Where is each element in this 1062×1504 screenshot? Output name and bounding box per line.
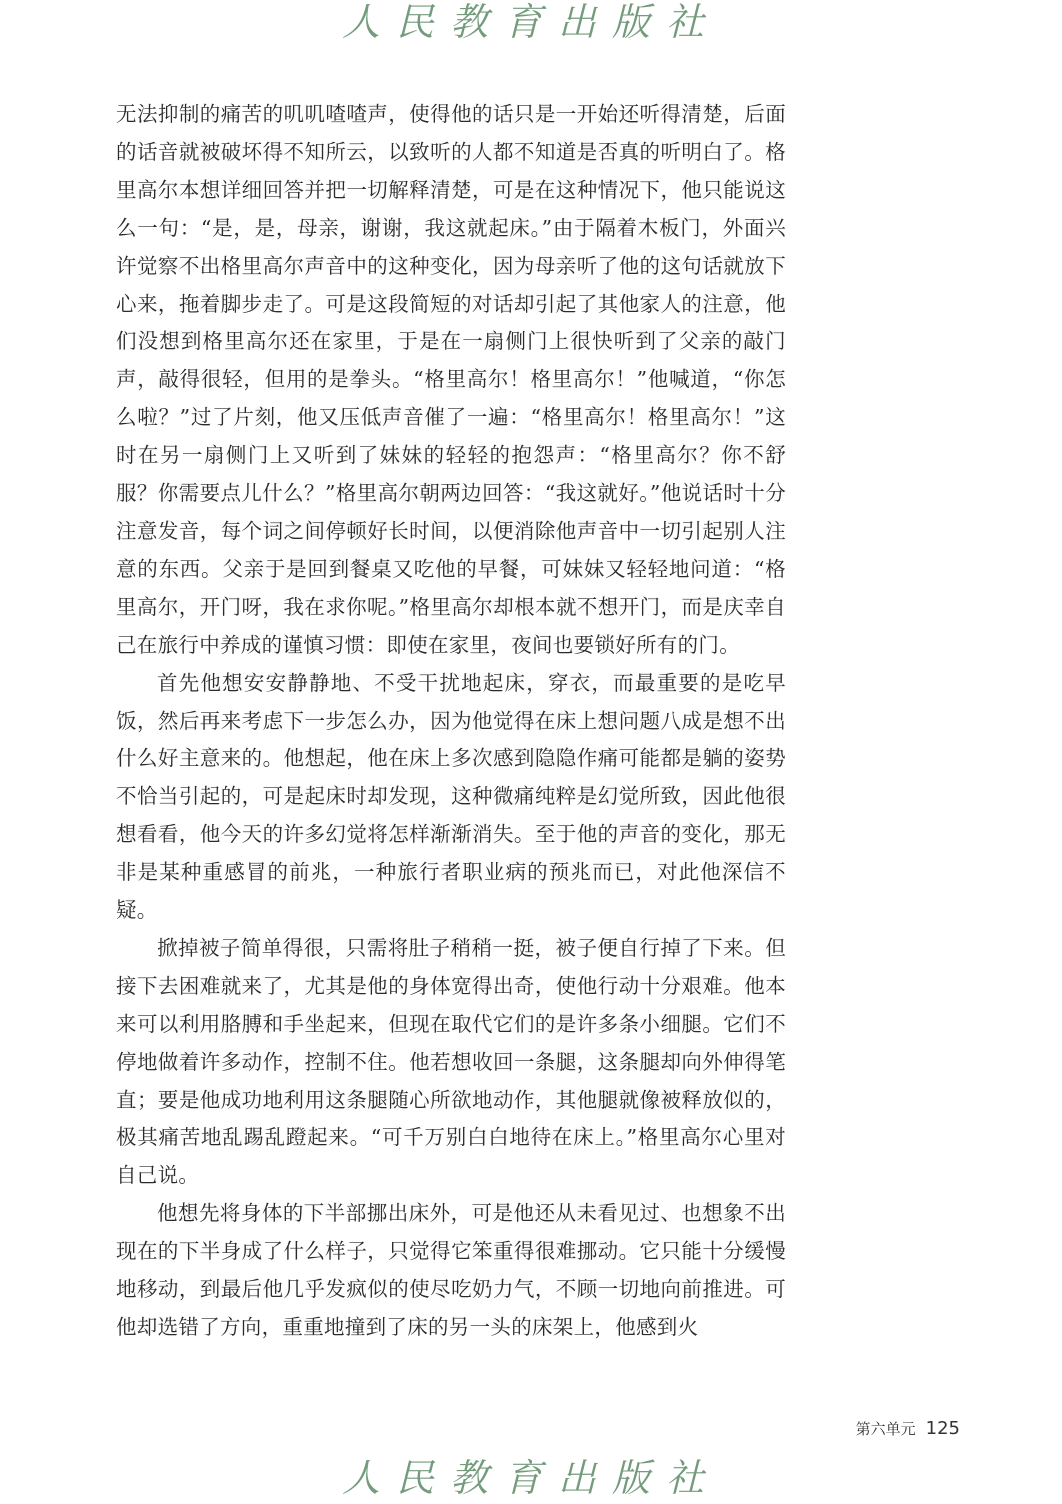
- paragraph: 掀掉被子简单得很，只需将肚子稍稍一挺，被子便自行掉了下来。但接下去困难就来了，尤其是他的身体宽得出奇，使他行动十分艰难。他本来可以利用胳膊和手坐起来，但现在取代它们的是许多条小细腿。它们不停地做着许多动作，控制不住。他若想收回一条腿，这条腿却向外伸得笔直；要是他成功地利用这条腿随心所欲地动作，其他腿就像被释放似的，极其痛苦地乱踢乱蹬起来。“可千万别白白地待在床上。”格里高尔心里对自己说。: [116, 935, 786, 1188]
- page-number: 125: [925, 1418, 960, 1439]
- paragraph: 无法抑制的痛苦的叽叽喳喳声，使得他的话只是一开始还听得清楚，后面的话音就被破坏得不知所云，以致听的人都不知道是否真的听明白了。格里高尔本想详细回答并把一切解释清楚，可是在这种情况下，他只能说这么一句：“是，是，母亲，谢谢，我这就起床。”由于隔着木板门，外面兴许觉察不出格里高尔声音中的这种变化，因为母亲听了他的这句话就放下心来，拖着脚步走了。可是这段简短的对话却引起了其他家人的注意，他们没想到格里高尔还在家里，于是在一扇侧门上很快听到了父亲的敲门声，敲得很轻，但用的是拳头。“格里高尔！格里高尔！”他喊道，“你怎么啦？”过了片刻，他又压低声音催了一遍：“格里高尔！格里高尔！”这时在另一扇侧门上又听到了妹妹的轻轻的抱怨声：“格里高尔？你不舒服？你需要点儿什么？”格里高尔朝两边回答：“我这就好。”他说话时十分注意发音，每个词之间停顿好长时间，以便消除他声音中一切引起别人注意的东西。父亲于是回到餐桌又吃他的早餐，可妹妹又轻轻地问道：“格里高尔，开门呀，我在求你呢。”格里高尔却根本就不想开门，而是庆幸自己在旅行中养成的谨慎习惯：即使在家里，夜间也要锁好所有的门。: [116, 102, 786, 657]
- paragraph: 他想先将身体的下半部挪出床外，可是他还从未看见过、也想象不出现在的下半身成了什么样子，只觉得它笨重得很难挪动。它只能十分缓慢地移动，到最后他几乎发疯似的使尽吃奶力气，不顾一切地向前推进。可他却选错了方向，重重地撞到了床的另一头的床架上，他感到火: [116, 1201, 786, 1339]
- page-footer: [856, 1418, 960, 1439]
- publisher-watermark-bottom: 人民教育出版社: [341, 1456, 720, 1500]
- body-text: [116, 96, 786, 1347]
- paragraph: 首先他想安安静静地、不受干扰地起床，穿衣，而最重要的是吃早饭，然后再来考虑下一步怎么办，因为他觉得在床上想问题八成是想不出什么好主意来的。他想起，他在床上多次感到隐隐作痛可能都是躺的姿势不恰当引起的，可是起床时却发现，这种微痛纯粹是幻觉所致，因此他很想看看，他今天的许多幻觉将怎样渐渐消失。至于他的声音的变化，那无非是某种重感冒的前兆，一种旅行者职业病的预兆而已，对此他深信不疑。: [116, 670, 786, 923]
- unit-label: 第六单元: [855, 1420, 916, 1438]
- publisher-watermark-top: 人民教育出版社: [341, 0, 720, 44]
